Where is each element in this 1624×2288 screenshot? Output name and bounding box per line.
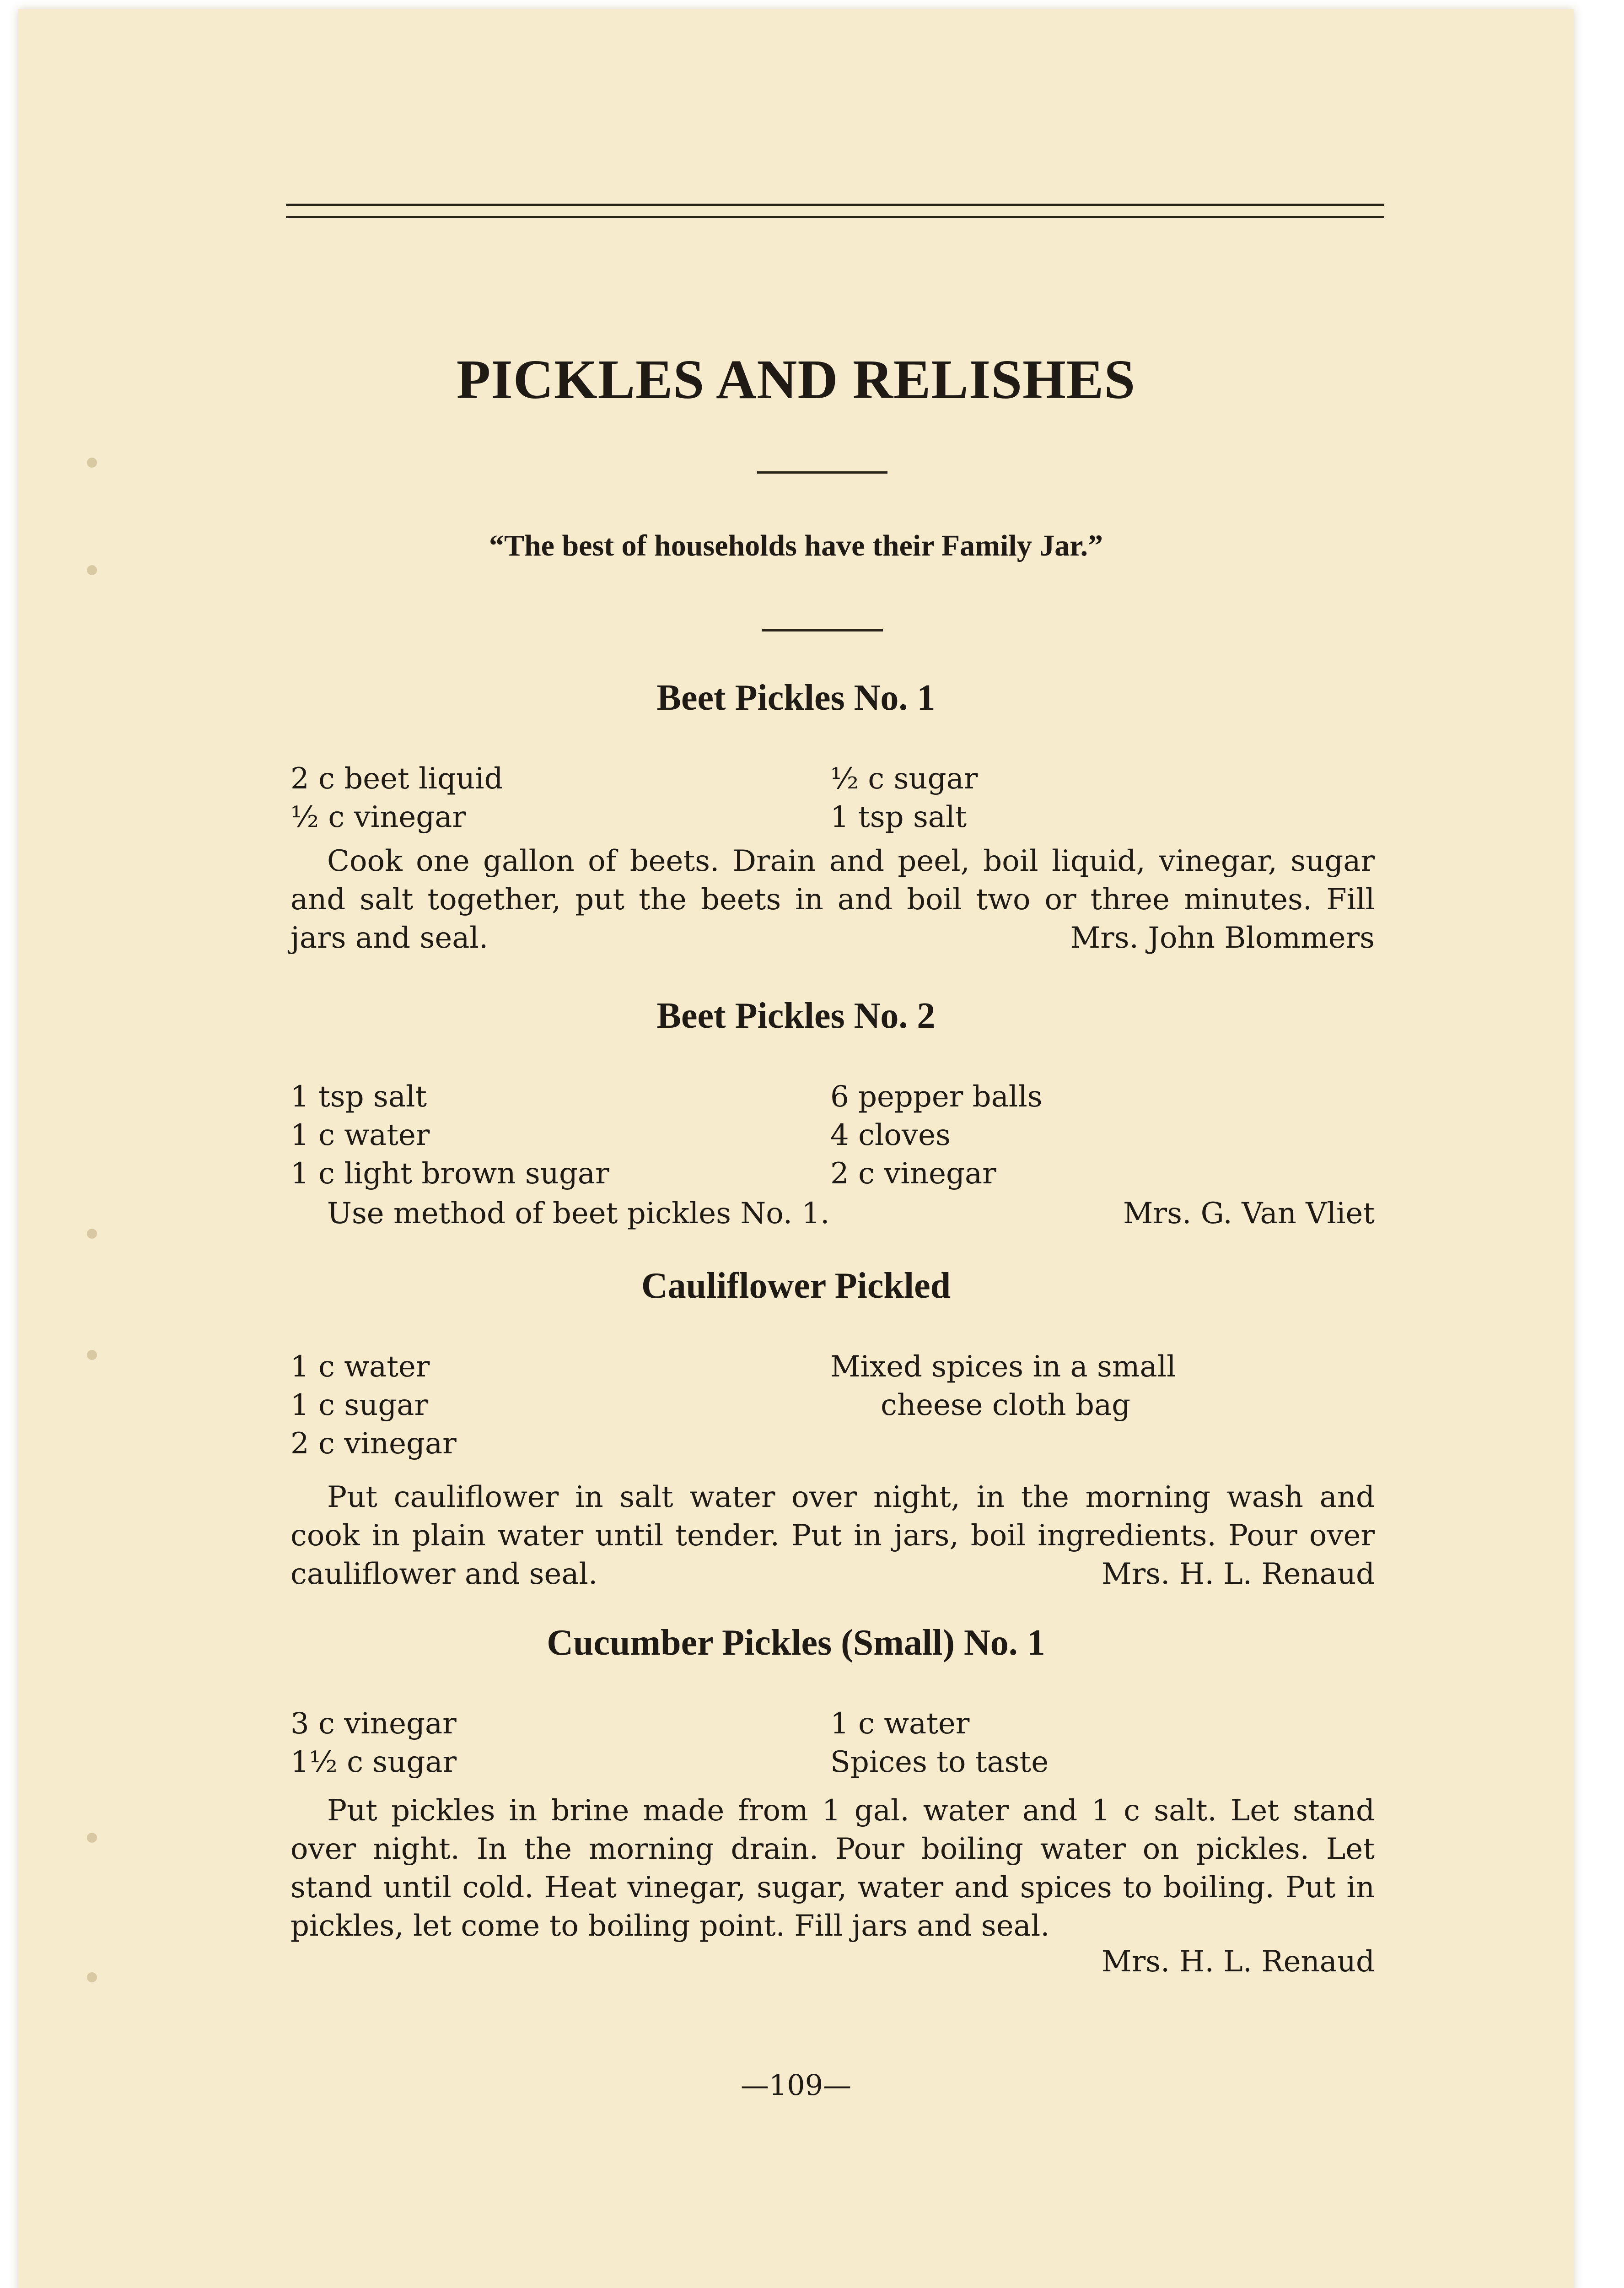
ingredient-list (290, 1348, 1388, 1463)
ingredient: 4 cloves (830, 1118, 951, 1152)
epigraph-divider (762, 629, 883, 631)
recipe-directions: Use method of beet pickles No. 1. (327, 1197, 830, 1230)
ingredient: ½ c vinegar (290, 800, 466, 834)
ingredient: cheese cloth bag (881, 1388, 1131, 1422)
ingredient: 1 tsp salt (290, 1080, 427, 1114)
page-number: —109— (740, 2068, 852, 2102)
recipe-attribution: Mrs. H. L. Renaud (1102, 1945, 1375, 1979)
recipe-heading: Cauliflower Pickled (641, 1266, 951, 1306)
book-page (18, 9, 1574, 2288)
binding-hole (87, 458, 97, 468)
recipe-directions-block (290, 1194, 1375, 1233)
binding-hole (87, 1972, 97, 1982)
recipe-directions-block (290, 1792, 1375, 1945)
ingredient: 1 c water (290, 1350, 430, 1384)
ingredient: 2 c beet liquid (290, 762, 503, 796)
ingredient: 6 pepper balls (830, 1080, 1043, 1114)
ingredient: 2 c vinegar (830, 1157, 996, 1191)
recipe-directions: Put cauliflower in salt water over night, in the morning wash and cook in plain water until tender. Put in jars, boil ingredients. Pour over cauliflower and seal. (290, 1480, 1375, 1591)
recipe-attribution: Mrs. G. Van Vliet (1123, 1197, 1375, 1230)
top-double-rule (286, 204, 1384, 218)
ingredient: 1 c light brown sugar (290, 1157, 609, 1191)
ingredient: ½ c sugar (830, 762, 978, 796)
ingredient: Mixed spices in a small (830, 1350, 1176, 1384)
binding-hole (87, 1350, 97, 1360)
binding-hole (87, 565, 97, 575)
recipe-heading: Beet Pickles No. 1 (656, 678, 936, 718)
ingredient: 3 c vinegar (290, 1707, 457, 1741)
ingredient: 1 c sugar (290, 1388, 429, 1422)
epigraph: “The best of households have their Family Jar.” (489, 529, 1103, 562)
ingredient-list (290, 1705, 1388, 1781)
recipe-directions-block (290, 1478, 1375, 1593)
binding-hole (87, 1229, 97, 1239)
ingredient: 1 c water (830, 1707, 970, 1741)
recipe-directions: Put pickles in brine made from 1 gal. water and 1 c salt. Let stand over night. In the morning drain. Pour boiling water on pickles. Let stand until cold. Heat vinegar, sugar, water and spices to boiling. Put in pickles, let come to boiling point. Fill jars and seal. (290, 1794, 1375, 1943)
title-divider (757, 471, 887, 474)
ingredient: 1 tsp salt (830, 800, 967, 834)
ingredient: Spices to taste (830, 1745, 1049, 1779)
ingredient (830, 1425, 1388, 1463)
recipe-attribution: Mrs. H. L. Renaud (1102, 1557, 1375, 1591)
ingredient-list (290, 760, 1388, 836)
page-title: PICKLES AND RELISHES (456, 349, 1136, 410)
ingredient: 1½ c sugar (290, 1745, 457, 1779)
ingredient: 1 c water (290, 1118, 430, 1152)
ingredient-list (290, 1078, 1388, 1193)
recipe-attribution: Mrs. John Blommers (1070, 921, 1375, 955)
recipe-directions: Cook one gallon of beets. Drain and peel, boil liquid, vinegar, sugar and salt together, put the beets in and boil two or three minutes. Fill jars and seal. (290, 844, 1375, 955)
recipe-heading: Cucumber Pickles (Small) No. 1 (547, 1623, 1045, 1663)
recipe-heading: Beet Pickles No. 2 (656, 996, 936, 1036)
ingredient: 2 c vinegar (290, 1427, 457, 1461)
binding-hole (87, 1833, 97, 1843)
recipe-directions-block (290, 842, 1375, 957)
